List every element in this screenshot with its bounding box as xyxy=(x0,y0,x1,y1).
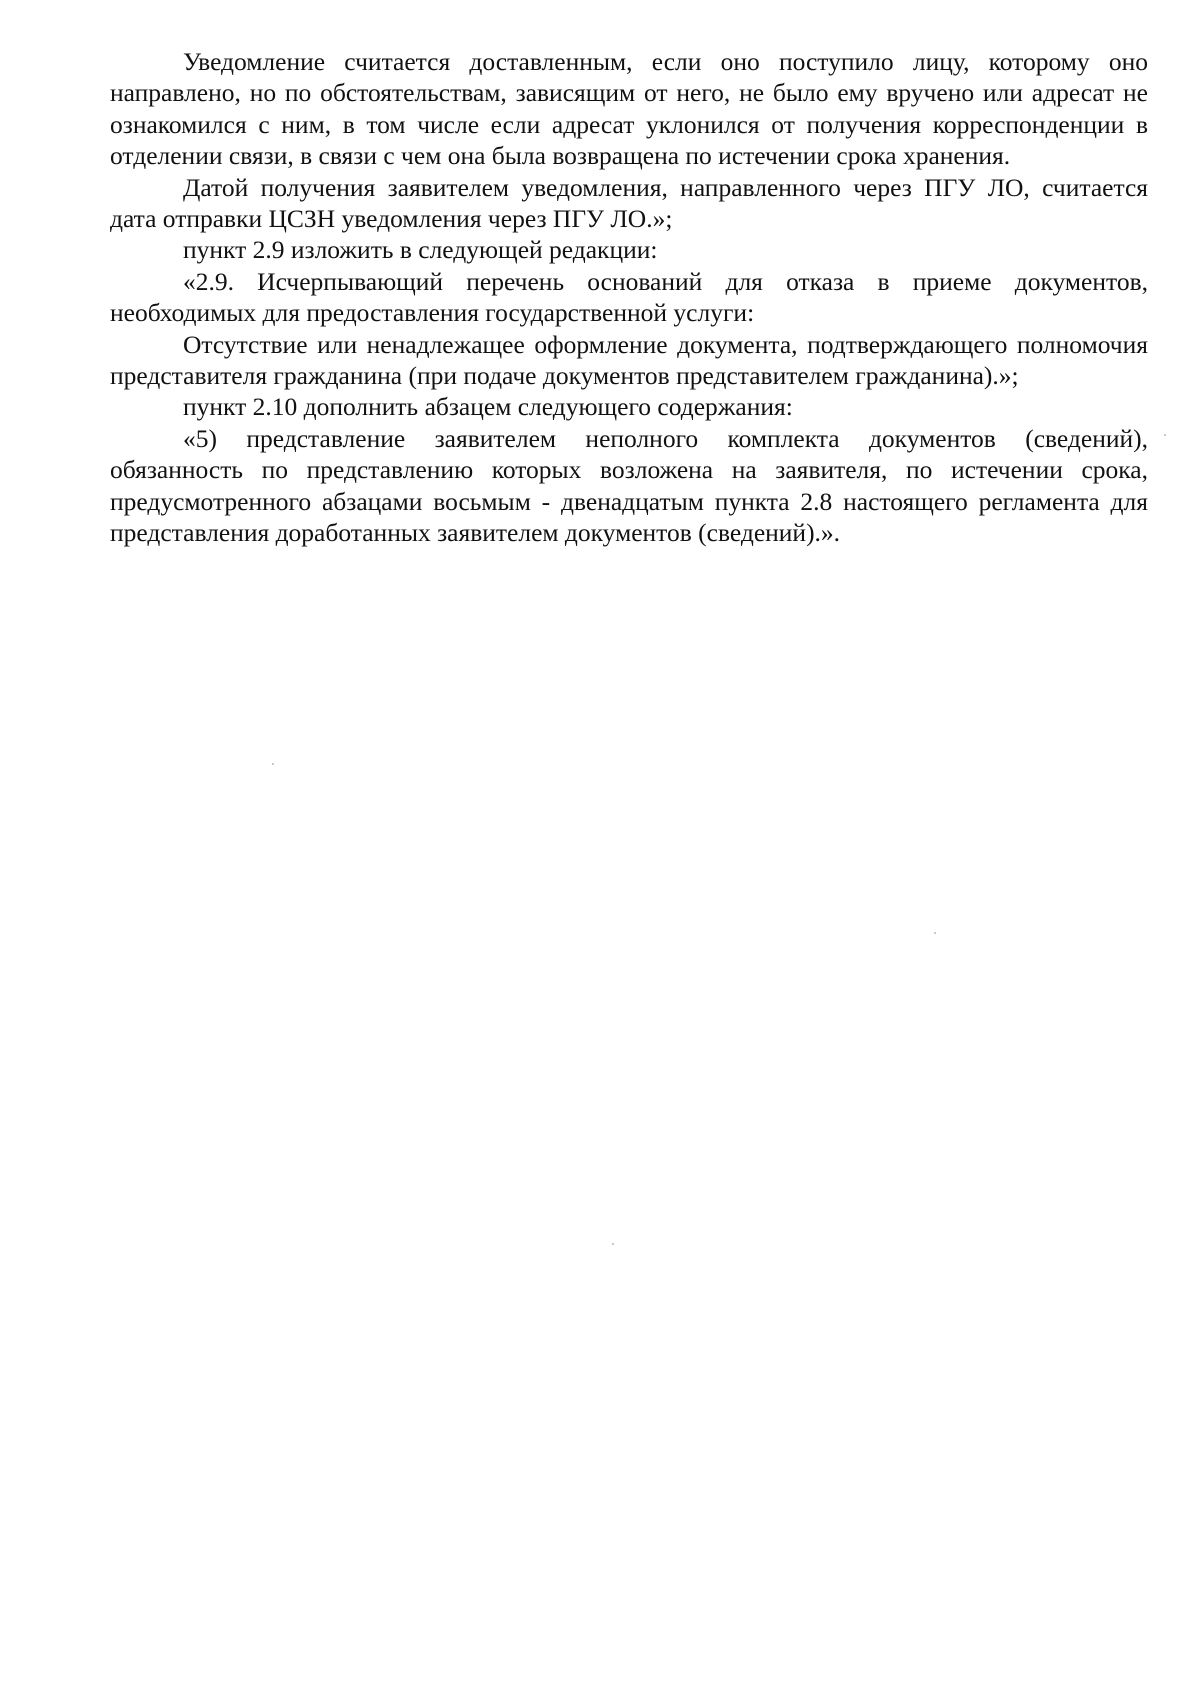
document-body xyxy=(110,46,1148,549)
paragraph-delivery-notice: Уведомление считается доставленным, если оно поступило лицу, которому оно направлено, но по обстоятельствам, зависящим от него, не было ему вручено или адресат не ознакомился с ним, в том числе если адресат уклонился от получения корреспонденции в отделении связи, в связи с чем она была возвращена по истечении срока хранения. xyxy=(110,47,1148,171)
paragraph-refusal-ground: Отсутствие или ненадлежащее оформление документа, подтверждающего полномочия представителя гражданина (при подаче документов представителем гражданина).»; xyxy=(110,329,1148,391)
paragraph-clause-2-10-intro: пункт 2.10 дополнить абзацем следующего содержания: xyxy=(183,392,793,422)
scan-speck xyxy=(272,763,274,765)
paragraph-clause-2-10-item-5: «5) представление заявителем неполного комплекта документов (сведений), обязанность по представлению которых возложена на заявителя, по истечении срока, предусмотренного абзацами восьмым - двенадцатым пункта 2.8 настоящего регламента для представления доработанных заявителем документов (сведений).». xyxy=(110,423,1148,548)
scan-speck xyxy=(1164,434,1166,436)
paragraph-receipt-date: Датой получения заявителем уведомления, направленного через ПГУ ЛО, считается дата отправки ЦСЗН уведомления через ПГУ ЛО.»; xyxy=(110,172,1148,234)
paragraph-clause-2-9-intro: пункт 2.9 изложить в следующей редакции: xyxy=(183,235,658,265)
scan-speck xyxy=(934,932,936,934)
scan-speck xyxy=(612,1243,614,1245)
paragraph-clause-2-9-text: «2.9. Исчерпывающий перечень оснований для отказа в приеме документов, необходимых для предоставления государственной услуги: xyxy=(110,266,1148,328)
